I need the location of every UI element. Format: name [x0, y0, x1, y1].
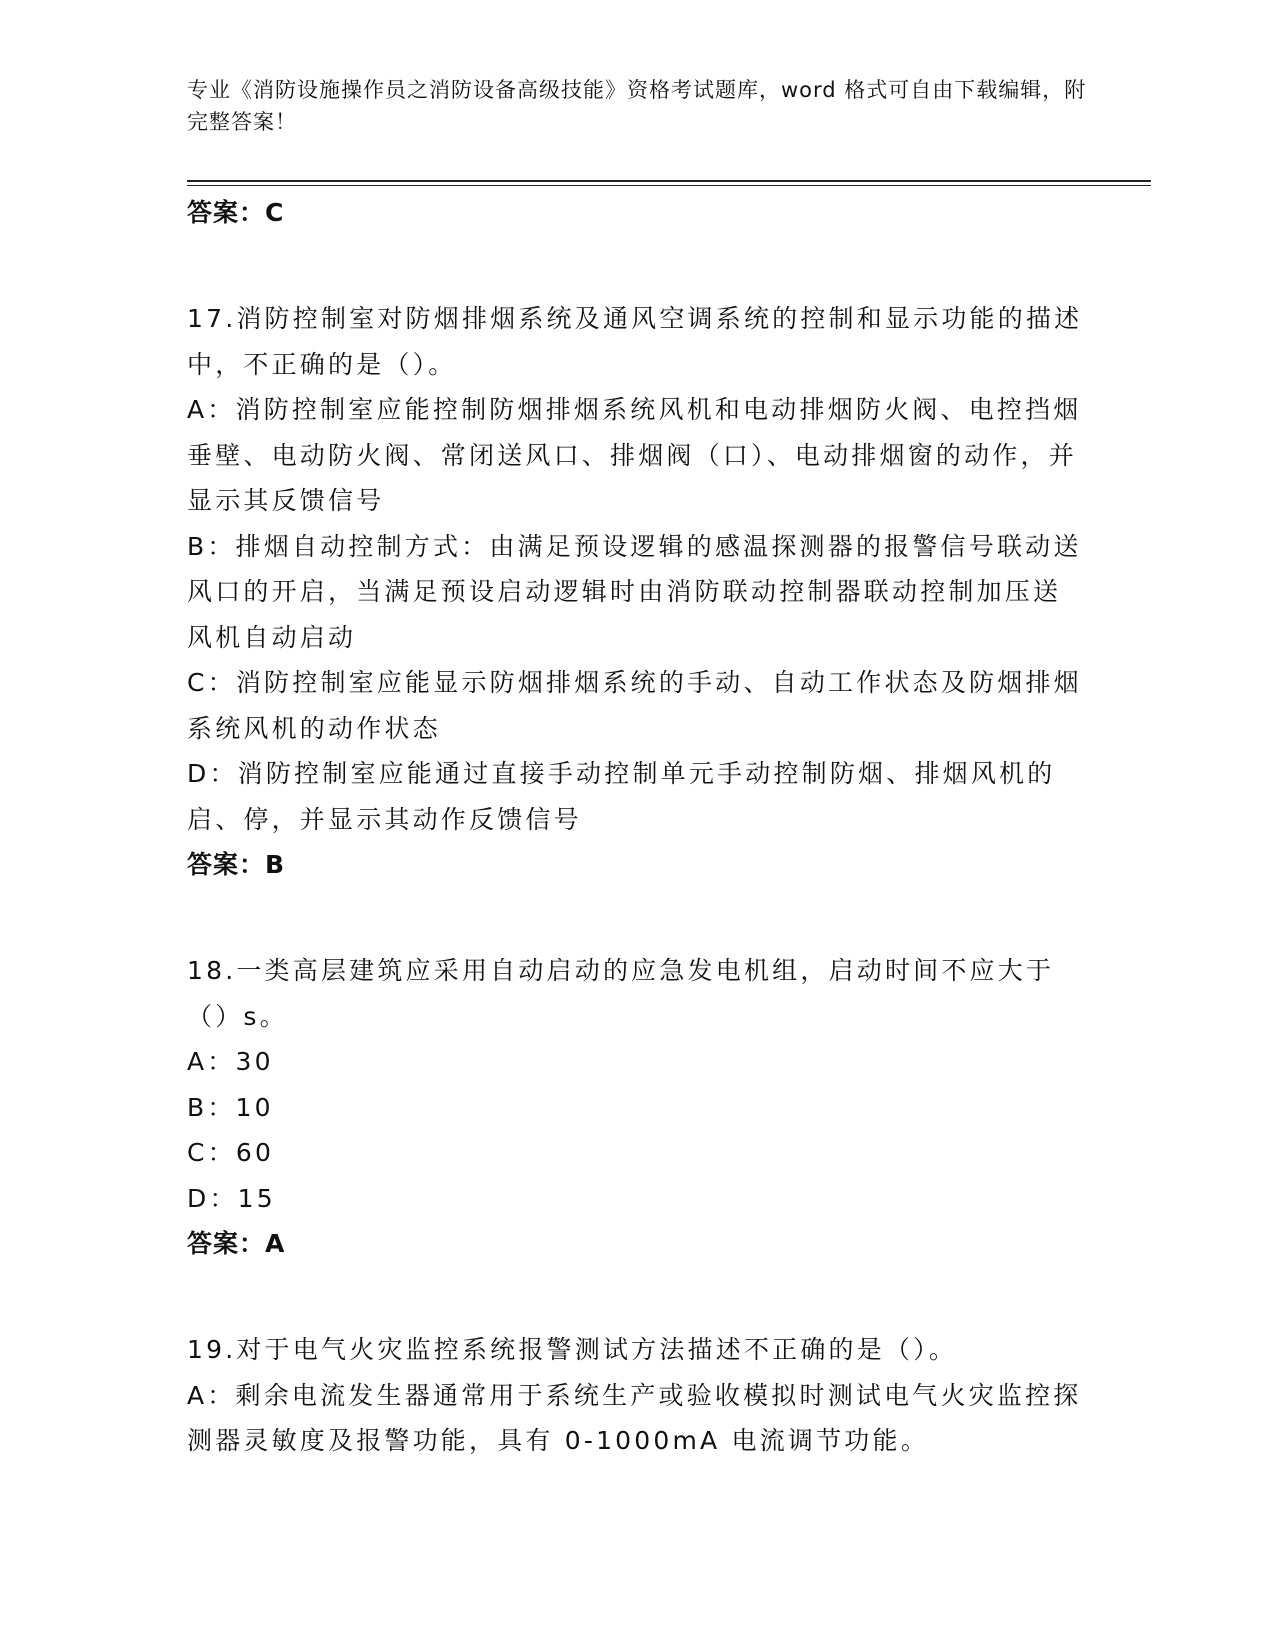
answer-line: 答案：C [187, 198, 285, 227]
option-c: C：60 [187, 1138, 275, 1167]
answer-line: 答案：B [187, 850, 286, 879]
question-18 [187, 948, 1087, 1267]
option-c: C：消防控制室应能显示防烟排烟系统的手动、自动工作状态及防烟排烟系统风机的动作状态 [187, 668, 1082, 743]
page-header [187, 74, 1087, 138]
option-a: A：消防控制室应能控制防烟排烟系统风机和电动排烟防火阀、电控挡烟垂壁、电动防火阀、常闭送风口、排烟阀（口）、电动排烟窗的动作，并显示其反馈信号 [187, 395, 1082, 515]
option-a: A：剩余电流发生器通常用于系统生产或验收模拟时测试电气火灾监控探测器灵敏度及报警功能，具有 0-1000mA 电流调节功能。 [187, 1380, 1082, 1455]
answer-line: 答案：A [187, 1229, 286, 1258]
option-d: D：消防控制室应能通过直接手动控制单元手动控制防烟、排烟风机的启、停，并显示其动作反馈信号 [187, 759, 1056, 834]
header-divider [187, 180, 1151, 186]
option-d: D：15 [187, 1183, 276, 1213]
question-text: 17.消防控制室对防烟排烟系统及通风空调系统的控制和显示功能的描述中，不正确的是（）。 [187, 304, 1083, 379]
document-body [187, 190, 1087, 1464]
question-19 [187, 1327, 1087, 1464]
option-a: A：30 [187, 1047, 274, 1076]
question-text: 19.对于电气火灾监控系统报警测试方法描述不正确的是（）。 [187, 1335, 958, 1364]
header-title: 专业《消防设施操作员之消防设备高级技能》资格考试题库，word 格式可自由下载编辑，附完整答案！ [187, 78, 1087, 134]
question-text: 18.一类高层建筑应采用自动启动的应急发电机组，启动时间不应大于（）s。 [187, 956, 1055, 1031]
option-b: B：排烟自动控制方式：由满足预设逻辑的感温探测器的报警信号联动送风口的开启，当满足预设启动逻辑时由消防联动控制器联动控制加压送风机自动启动 [187, 531, 1082, 652]
option-b: B：10 [187, 1092, 274, 1122]
question-17 [187, 296, 1087, 888]
